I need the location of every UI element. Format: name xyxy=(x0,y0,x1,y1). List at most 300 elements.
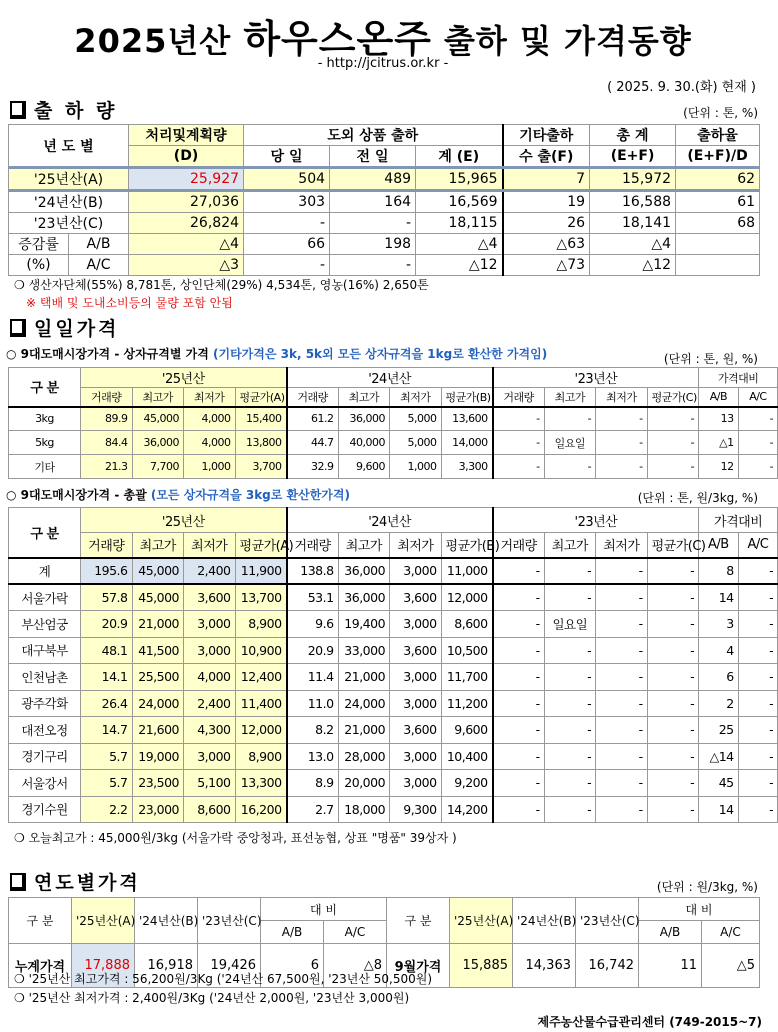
table-cell: 164 xyxy=(330,191,416,213)
table-cell: 5,000 xyxy=(390,431,442,455)
table-cell: 3,600 xyxy=(184,584,236,611)
section-title: 출 하 량 xyxy=(34,100,118,122)
table-cell: 13.0 xyxy=(287,743,339,770)
table-cell: 18,115 xyxy=(416,213,503,234)
header-y25: '25년산(A) xyxy=(450,898,513,944)
header-gubun: 구 분 xyxy=(9,508,81,558)
row-label: A/B xyxy=(69,234,129,255)
table-cell: - xyxy=(493,455,545,479)
row-label: 대구북부 xyxy=(9,637,81,664)
table-cell: 19,000 xyxy=(132,743,184,770)
table-cell: 62 xyxy=(676,168,760,191)
table-cell: 3,300 xyxy=(441,455,493,479)
header-y24: '24년산 xyxy=(287,368,493,388)
header-max: 최고가 xyxy=(544,533,596,558)
row-label: 누계가격 xyxy=(9,944,72,988)
section-daily-header xyxy=(10,314,119,341)
table-cell: - xyxy=(493,637,545,664)
section-shipment-header xyxy=(10,96,117,123)
table-cell: - xyxy=(544,558,596,585)
table-cell: - xyxy=(493,717,545,744)
table-cell: 21,600 xyxy=(132,717,184,744)
table-cell: 17,888 xyxy=(72,944,135,988)
table-cell: 53.1 xyxy=(287,584,339,611)
table-cell: 4 xyxy=(699,637,739,664)
table-cell: 25,500 xyxy=(132,664,184,691)
header-outside: 도외 상품 출하 xyxy=(244,125,503,146)
table-cell: 15,400 xyxy=(235,407,287,431)
header-max: 최고가 xyxy=(544,388,596,407)
table-cell: 2,400 xyxy=(184,690,236,717)
row-label: 대전오정 xyxy=(9,717,81,744)
header-plan: 처리및계획량 xyxy=(129,125,244,146)
table-cell: 26,824 xyxy=(129,213,244,234)
header-max: 최고가 xyxy=(338,388,390,407)
table-cell: 11.0 xyxy=(287,690,339,717)
table-cell: - xyxy=(647,770,699,797)
table-cell: 26 xyxy=(503,213,590,234)
table-cell: - xyxy=(544,770,596,797)
table-cell: - xyxy=(596,407,648,431)
table-cell: - xyxy=(647,611,699,638)
header-ac: A/C xyxy=(702,921,760,944)
table-cell: 21,000 xyxy=(132,611,184,638)
table-cell: - xyxy=(647,584,699,611)
table-cell: - xyxy=(493,407,545,431)
table-cell: 25 xyxy=(699,717,739,744)
table-cell: - xyxy=(647,431,699,455)
table-cell: 16,918 xyxy=(135,944,198,988)
table-cell: 5.7 xyxy=(81,743,133,770)
table-cell: 11,000 xyxy=(441,558,493,585)
table-cell: 8,600 xyxy=(184,796,236,823)
header-max: 최고가 xyxy=(132,388,184,407)
table-cell: 12,400 xyxy=(235,664,287,691)
table-cell: 2,400 xyxy=(184,558,236,585)
table-cell: 89.9 xyxy=(81,407,133,431)
table-row xyxy=(9,584,778,611)
header-ac: A/C xyxy=(324,921,387,944)
table-cell: 12,000 xyxy=(235,717,287,744)
table-cell: - xyxy=(330,255,416,276)
table-cell: 5,100 xyxy=(184,770,236,797)
table-cell: 32.9 xyxy=(287,455,339,479)
table-cell: 11,400 xyxy=(235,690,287,717)
table-cell: 12,000 xyxy=(441,584,493,611)
table-cell: - xyxy=(596,558,648,585)
table-row xyxy=(9,796,778,823)
row-label: 3kg xyxy=(9,407,81,431)
table-cell: - xyxy=(738,796,778,823)
header-total-sub: (E+F) xyxy=(590,146,676,168)
table-cell: △5 xyxy=(702,944,760,988)
table-cell: 198 xyxy=(330,234,416,255)
header-y23: '23년산(C) xyxy=(198,898,261,944)
page-title xyxy=(0,8,766,63)
table-cell: 57.8 xyxy=(81,584,133,611)
table-cell: 13,700 xyxy=(235,584,287,611)
table-cell: 10,900 xyxy=(235,637,287,664)
table-cell: 8,900 xyxy=(235,611,287,638)
table-cell: - xyxy=(544,637,596,664)
table-cell: 44.7 xyxy=(287,431,339,455)
header-vol: 거래량 xyxy=(81,388,133,407)
table-cell: 24,000 xyxy=(338,690,390,717)
table-cell: 84.4 xyxy=(81,431,133,455)
table-cell: - xyxy=(596,664,648,691)
header-gubun: 구 분 xyxy=(387,898,450,944)
header-ab: A/B xyxy=(261,921,324,944)
header-compare: 대 비 xyxy=(639,898,760,921)
table-cell: - xyxy=(738,431,778,455)
table-cell: - xyxy=(596,637,648,664)
table-cell: 3,000 xyxy=(390,558,442,585)
table-cell: △4 xyxy=(416,234,503,255)
table-cell: 12 xyxy=(699,455,739,479)
header-y24: '24년산(B) xyxy=(135,898,198,944)
header-export: 수 출(F) xyxy=(503,146,590,168)
table-cell: - xyxy=(738,690,778,717)
row-label: 5kg xyxy=(9,431,81,455)
table-cell: 7 xyxy=(503,168,590,191)
shipment-warning: ※ 택배 및 도내소비등의 물량 포함 안됨 xyxy=(26,296,233,310)
table-cell: 4,000 xyxy=(184,664,236,691)
table-cell: 14,363 xyxy=(513,944,576,988)
table-cell: 2 xyxy=(699,690,739,717)
row-label: 서울강서 xyxy=(9,770,81,797)
table-cell: - xyxy=(647,455,699,479)
size-price-subtitle: ○ 9대도매시장가격 - 상자규격별 가격 (기타가격은 3k, 5k외 모든 상자규격을 1kg로 환산한 가격임) xyxy=(6,347,548,361)
checkbox-square-icon xyxy=(10,873,26,891)
table-cell: 36,000 xyxy=(338,407,390,431)
header-ab: A/B xyxy=(639,921,702,944)
table-cell: - xyxy=(647,717,699,744)
row-label: 경기수원 xyxy=(9,796,81,823)
table-cell: 5.7 xyxy=(81,770,133,797)
table-cell: 303 xyxy=(244,191,330,213)
table-cell: 8,600 xyxy=(441,611,493,638)
unit-label: (단위 : 톤, 원, %) xyxy=(663,352,758,366)
header-year: 년 도 별 xyxy=(9,125,129,168)
table-cell: - xyxy=(493,770,545,797)
table-cell: - xyxy=(493,558,545,585)
table-row xyxy=(9,407,778,431)
size-price-table xyxy=(8,367,778,479)
table-cell: 6 xyxy=(261,944,324,988)
header-min: 최저가 xyxy=(390,388,442,407)
table-cell: 18,141 xyxy=(590,213,676,234)
row-label: 광주각화 xyxy=(9,690,81,717)
table-cell: 15,972 xyxy=(590,168,676,191)
header-y24: '24년산 xyxy=(287,508,493,533)
table-cell: 36,000 xyxy=(338,584,390,611)
header-y25: '25년산 xyxy=(81,508,287,533)
header-other: 기타출하 xyxy=(503,125,590,146)
row-label: '25년산(A) xyxy=(9,168,129,191)
table-cell: 1,000 xyxy=(184,455,236,479)
table-cell: 15,885 xyxy=(450,944,513,988)
header-avgA: 평균가(A) xyxy=(235,533,287,558)
table-cell: 14 xyxy=(699,796,739,823)
table-cell: 3,000 xyxy=(390,664,442,691)
table-cell: 9,300 xyxy=(390,796,442,823)
header-ab: A/B xyxy=(699,388,739,407)
table-cell: 3,000 xyxy=(390,690,442,717)
header-vol: 거래량 xyxy=(493,533,545,558)
header-y25: '25년산(A) xyxy=(72,898,135,944)
table-cell: 4,300 xyxy=(184,717,236,744)
table-cell: - xyxy=(544,584,596,611)
table-cell: 13 xyxy=(699,407,739,431)
row-label: 9월가격 xyxy=(387,944,450,988)
header-y25: '25년산 xyxy=(81,368,287,388)
header-vol: 거래량 xyxy=(287,533,339,558)
table-cell: - xyxy=(738,637,778,664)
table-row xyxy=(9,431,778,455)
table-cell: 1,000 xyxy=(390,455,442,479)
min-price-note: ❍ '25년산 최저가격 : 2,400원/3Kg ('24년산 2,000원, '23년산 3,000원) xyxy=(14,991,410,1005)
table-row xyxy=(9,770,778,797)
table-cell: 14,200 xyxy=(441,796,493,823)
table-cell: - xyxy=(738,558,778,585)
table-cell: - xyxy=(738,407,778,431)
table-cell: 14.1 xyxy=(81,664,133,691)
table-cell: 8.2 xyxy=(287,717,339,744)
change-unit: (%) xyxy=(9,255,69,276)
header-compare: 가격대비 xyxy=(699,368,778,388)
header-today: 당 일 xyxy=(244,146,330,168)
table-cell: △4 xyxy=(129,234,244,255)
header-avgC: 평균가(C) xyxy=(647,533,699,558)
site-url[interactable]: - http://jcitrus.or.kr - xyxy=(317,56,449,71)
table-cell: - xyxy=(738,584,778,611)
table-cell: 3,000 xyxy=(184,611,236,638)
header-vol: 거래량 xyxy=(493,388,545,407)
header-gubun: 구 분 xyxy=(9,368,81,407)
row-label: 경기구리 xyxy=(9,743,81,770)
table-cell: - xyxy=(647,690,699,717)
checkbox-square-icon xyxy=(10,319,26,337)
table-cell: - xyxy=(596,431,648,455)
table-cell: 489 xyxy=(330,168,416,191)
row-label: A/C xyxy=(69,255,129,276)
table-cell: △8 xyxy=(324,944,387,988)
table-cell xyxy=(676,255,760,276)
table-cell: - xyxy=(596,770,648,797)
table-cell: 504 xyxy=(244,168,330,191)
header-y23: '23년산 xyxy=(493,368,699,388)
table-cell: 10,400 xyxy=(441,743,493,770)
header-rate: 출하율 xyxy=(676,125,760,146)
table-cell: - xyxy=(544,455,596,479)
header-y24: '24년산(B) xyxy=(513,898,576,944)
table-cell: △12 xyxy=(416,255,503,276)
table-cell: - xyxy=(596,611,648,638)
table-cell: 26.4 xyxy=(81,690,133,717)
table-cell: 3,600 xyxy=(390,637,442,664)
table-cell: 4,000 xyxy=(184,407,236,431)
table-cell: - xyxy=(647,407,699,431)
table-cell: △14 xyxy=(699,743,739,770)
table-cell: 48.1 xyxy=(81,637,133,664)
row-label: '24년산(B) xyxy=(9,191,129,213)
table-row xyxy=(9,558,778,585)
table-row xyxy=(9,213,760,234)
table-cell: 3,600 xyxy=(390,717,442,744)
table-cell: 24,000 xyxy=(132,690,184,717)
table-cell: 일요일 xyxy=(544,431,596,455)
table-row xyxy=(9,690,778,717)
table-cell: 2.7 xyxy=(287,796,339,823)
header-min: 최저가 xyxy=(596,388,648,407)
table-cell: △63 xyxy=(503,234,590,255)
table-cell: 15,965 xyxy=(416,168,503,191)
table-row xyxy=(9,743,778,770)
table-cell: - xyxy=(647,558,699,585)
table-cell: 11,700 xyxy=(441,664,493,691)
table-cell: 16,200 xyxy=(235,796,287,823)
table-cell: - xyxy=(244,255,330,276)
table-cell: 61.2 xyxy=(287,407,339,431)
table-cell: - xyxy=(596,455,648,479)
table-cell: 3,000 xyxy=(184,637,236,664)
table-cell: 9.6 xyxy=(287,611,339,638)
table-cell: 13,300 xyxy=(235,770,287,797)
table-cell: 138.8 xyxy=(287,558,339,585)
table-cell: △4 xyxy=(590,234,676,255)
table-cell: 7,700 xyxy=(132,455,184,479)
table-cell: - xyxy=(738,770,778,797)
table-cell: 20.9 xyxy=(287,637,339,664)
table-cell: - xyxy=(544,664,596,691)
max-price-note: ❍ '25년산 최고가격 : 56,200원/3Kg ('24년산 67,500원, '23년산 50,500원) xyxy=(14,972,433,986)
table-cell: - xyxy=(738,455,778,479)
table-cell: 3,000 xyxy=(390,770,442,797)
table-row xyxy=(9,234,760,255)
table-cell: 36,000 xyxy=(132,431,184,455)
table-cell: 21,000 xyxy=(338,717,390,744)
table-cell: 45,000 xyxy=(132,558,184,585)
table-cell: - xyxy=(493,690,545,717)
header-avgB: 평균가(B) xyxy=(441,388,493,407)
table-cell: - xyxy=(544,717,596,744)
table-cell: 20,000 xyxy=(338,770,390,797)
table-cell: 8,900 xyxy=(235,743,287,770)
table-cell: 4,000 xyxy=(184,431,236,455)
table-cell: 11,200 xyxy=(441,690,493,717)
row-label: 부산엄궁 xyxy=(9,611,81,638)
table-cell: - xyxy=(493,584,545,611)
market-price-table xyxy=(8,507,778,823)
table-row xyxy=(9,255,760,276)
unit-label: (단위 : 톤, 원/3kg, %) xyxy=(637,491,758,505)
table-cell: 40,000 xyxy=(338,431,390,455)
table-cell: 195.6 xyxy=(81,558,133,585)
table-cell: 27,036 xyxy=(129,191,244,213)
header-max: 최고가 xyxy=(132,533,184,558)
table-cell: 8 xyxy=(699,558,739,585)
table-cell: 25,927 xyxy=(129,168,244,191)
report-date: ( 2025. 9. 30.(화) 현재 ) xyxy=(607,80,756,95)
table-cell: 14.7 xyxy=(81,717,133,744)
header-avgB: 평균가(B) xyxy=(441,533,493,558)
table-cell: 61 xyxy=(676,191,760,213)
table-cell: - xyxy=(596,743,648,770)
table-cell: - xyxy=(596,690,648,717)
header-vol: 거래량 xyxy=(287,388,339,407)
header-y23: '23년산(C) xyxy=(576,898,639,944)
table-cell: 14,000 xyxy=(441,431,493,455)
table-cell: 33,000 xyxy=(338,637,390,664)
table-cell: 19,400 xyxy=(338,611,390,638)
header-prev: 전 일 xyxy=(330,146,416,168)
unit-label: (단위 : 톤, %) xyxy=(683,106,758,120)
table-cell: - xyxy=(330,213,416,234)
table-cell: 2.2 xyxy=(81,796,133,823)
row-label: 서울가락 xyxy=(9,584,81,611)
footer-source: 제주농산물수급관리센터 (749-2015~7) xyxy=(537,1015,762,1029)
table-cell: - xyxy=(647,637,699,664)
daily-note: ❍ 오늘최고가 : 45,000원/3kg (서울가락 중앙청과, 표선농협, 상표 "명품" 39상자 ) xyxy=(14,831,457,845)
table-cell: 10,500 xyxy=(441,637,493,664)
table-cell: 5,000 xyxy=(390,407,442,431)
checkbox-square-icon xyxy=(10,101,26,119)
title-year: 2025년산 xyxy=(74,22,232,60)
unit-label: (단위 : 원/3kg, %) xyxy=(656,880,758,894)
title-topic: 출하 및 가격동향 xyxy=(444,22,692,60)
table-cell: - xyxy=(596,584,648,611)
table-row xyxy=(9,637,778,664)
table-cell: 16,569 xyxy=(416,191,503,213)
table-cell: - xyxy=(596,796,648,823)
table-row xyxy=(9,191,760,213)
table-row xyxy=(9,168,760,191)
table-cell: 45,000 xyxy=(132,407,184,431)
table-cell: 9,200 xyxy=(441,770,493,797)
table-cell: - xyxy=(647,664,699,691)
table-cell: - xyxy=(544,407,596,431)
change-label: 증감률 xyxy=(9,234,69,255)
header-compare: 가격대비 xyxy=(699,508,778,533)
header-rate-sub: (E+F)/D xyxy=(676,146,760,168)
table-cell: △73 xyxy=(503,255,590,276)
table-cell: - xyxy=(544,690,596,717)
table-cell: 11.4 xyxy=(287,664,339,691)
table-cell: △3 xyxy=(129,255,244,276)
header-min: 최저가 xyxy=(184,388,236,407)
header-y23: '23년산 xyxy=(493,508,699,533)
table-cell: - xyxy=(647,796,699,823)
header-min: 최저가 xyxy=(184,533,236,558)
table-cell: - xyxy=(738,743,778,770)
table-cell: 9,600 xyxy=(441,717,493,744)
header-avgA: 평균가(A) xyxy=(235,388,287,407)
table-cell: 23,500 xyxy=(132,770,184,797)
table-cell: △12 xyxy=(590,255,676,276)
table-row xyxy=(9,717,778,744)
market-price-subtitle: ○ 9대도매시장가격 - 총괄 (모든 상자규격을 3kg로 환산한가격) xyxy=(6,488,350,502)
header-total: 총 계 xyxy=(590,125,676,146)
table-cell: 45,000 xyxy=(132,584,184,611)
table-cell: 13,800 xyxy=(235,431,287,455)
table-cell: 66 xyxy=(244,234,330,255)
table-cell: 19,426 xyxy=(198,944,261,988)
table-row xyxy=(9,455,778,479)
table-cell: 3,000 xyxy=(390,611,442,638)
table-cell: △1 xyxy=(699,431,739,455)
table-cell: 3,600 xyxy=(390,584,442,611)
table-cell: 20.9 xyxy=(81,611,133,638)
